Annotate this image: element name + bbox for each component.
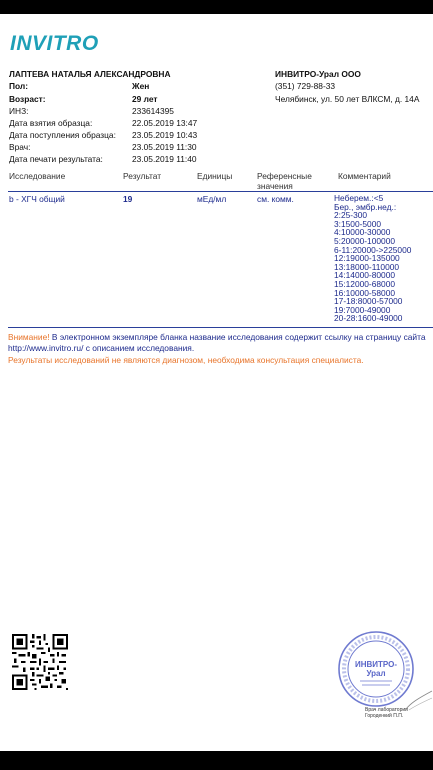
warning-word: Внимание! <box>8 332 50 342</box>
link-suffix: с описанием исследования. <box>83 342 195 353</box>
qr-code <box>12 634 68 690</box>
comment-line: 17-18:8000-57000 <box>334 296 403 307</box>
col-header-test: Исследование <box>9 171 66 181</box>
test-name-link[interactable]: b - ХГЧ общий <box>9 194 65 204</box>
comment-line: 13:18000-110000 <box>334 261 400 272</box>
warning-text: В электронном экземпляре бланка название исследования содержит ссылку на страницу сайта <box>49 332 426 342</box>
test-result: 19 <box>123 194 133 204</box>
comment-line: Бер., эмбр.нед.: <box>334 201 397 212</box>
sample-taken-label: Дата взятия образца: <box>9 118 93 128</box>
test-units: мЕд/мл <box>197 194 227 204</box>
comment-line: 15:12000-68000 <box>334 278 396 289</box>
age-label: Возраст: <box>9 94 46 104</box>
stamp-text-line2: Урал <box>366 669 386 678</box>
comment-line: 6-11:20000->225000 <box>334 244 412 255</box>
lab-name: ИНВИТРО-Урал ООО <box>275 69 361 79</box>
signature-icon <box>405 689 433 711</box>
sample-received-label: Дата поступления образца: <box>9 130 116 140</box>
comment-line: 20-28:1600-49000 <box>334 313 403 324</box>
sample-taken-value: 22.05.2019 13:47 <box>132 118 198 128</box>
doctor-label: Врач: <box>9 142 31 152</box>
comment-line: 16:10000-58000 <box>334 287 396 298</box>
col-header-reference-2: значения <box>257 181 293 191</box>
comment-line: 5:20000-100000 <box>334 235 396 246</box>
col-header-units: Единицы <box>197 171 233 181</box>
reference-comments <box>334 194 411 323</box>
comment-line: 12:19000-135000 <box>334 253 400 264</box>
age-value: 29 лет <box>132 94 158 104</box>
col-header-reference: Референсные <box>257 171 312 181</box>
sample-received-value: 23.05.2019 10:43 <box>132 130 198 140</box>
signature-caption <box>365 707 408 719</box>
comment-line: 2:25-300 <box>334 210 368 221</box>
table-header-divider <box>8 191 433 192</box>
warning-note <box>8 332 426 353</box>
col-header-result: Результат <box>123 171 162 181</box>
lab-stamp <box>336 629 416 709</box>
sex-value: Жен <box>132 81 150 91</box>
comment-line: 19:7000-49000 <box>334 304 391 315</box>
patient-name: ЛАПТЕВА НАТАЛЬЯ АЛЕКСАНДРОВНА <box>9 69 171 79</box>
comment-line: Неберем.:<5 <box>334 193 384 203</box>
test-reference: см. комм. <box>257 194 294 204</box>
disclaimer: Результаты исследований не являются диагнозом, необходима консультация специалиста. <box>8 355 364 365</box>
lab-phone: (351) 729-88-33 <box>275 81 336 91</box>
comment-line: 14:14000-80000 <box>334 270 396 281</box>
sex-label: Пол: <box>9 81 29 91</box>
lab-report-page <box>0 14 433 751</box>
printed-label: Дата печати результата: <box>9 154 103 164</box>
printed-value: 23.05.2019 11:40 <box>132 154 197 164</box>
inz-label: ИНЗ: <box>9 106 29 116</box>
lab-address: Челябинск, ул. 50 лет ВЛКСМ, д. 14А <box>275 94 420 104</box>
table-bottom-divider <box>8 327 433 328</box>
site-link[interactable]: http://www.invitro.ru/ <box>8 342 84 353</box>
inz-value: 233614395 <box>132 106 174 116</box>
signature-line1: Врач лаборатории <box>365 707 408 713</box>
doctor-value: 23.05.2019 11:30 <box>132 142 197 152</box>
invitro-logo: INVITRO <box>10 32 99 55</box>
comment-line: 4:10000-30000 <box>334 227 391 238</box>
stamp-text-line1: ИНВИТРО- <box>354 660 398 669</box>
col-header-comment: Комментарий <box>338 171 391 181</box>
comment-line: 3:1500-5000 <box>334 218 382 229</box>
signature-line2: Городенкий П.П. <box>365 713 404 719</box>
